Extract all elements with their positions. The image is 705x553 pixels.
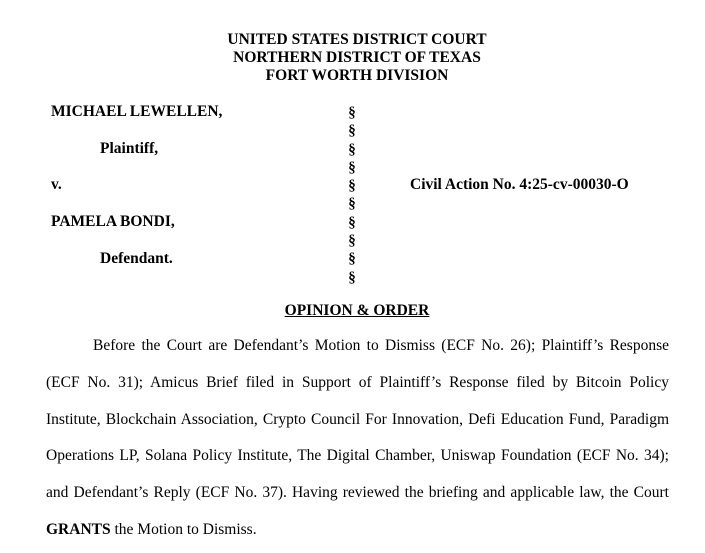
section-symbol: § <box>348 233 356 250</box>
section-symbol: § <box>348 141 356 158</box>
plaintiff-role: Plaintiff, <box>100 140 159 157</box>
body-line: and Defendant’s Reply (ECF No. 37). Having reviewed the briefing and applicable law, the Court <box>46 484 669 501</box>
section-symbol-column <box>344 104 360 287</box>
defendant-role: Defendant. <box>100 250 173 267</box>
body-line: (ECF No. 31); Amicus Brief filed in Support of Plaintiff’s Response filed by Bitcoin Policy <box>46 374 669 391</box>
plaintiff-name: MICHAEL LEWELLEN, <box>51 103 223 120</box>
body-line: Operations LP, Solana Policy Institute, The Digital Chamber, Uniswap Foundation (ECF No. 34); <box>46 447 669 464</box>
grants-keyword: GRANTS <box>46 521 111 538</box>
district-name: NORTHERN DISTRICT OF TEXAS <box>233 49 481 66</box>
section-symbol: § <box>348 269 356 286</box>
civil-action-number: Civil Action No. 4:25-cv-00030-O <box>410 176 629 193</box>
section-symbol: § <box>348 251 356 268</box>
section-symbol: § <box>348 105 356 121</box>
body-line: Institute, Blockchain Association, Crypto Council For Innovation, Defi Education Fund, Paradigm <box>46 411 669 428</box>
versus-label: v. <box>51 176 62 193</box>
order-title: OPINION & ORDER <box>284 302 430 319</box>
division-name: FORT WORTH DIVISION <box>265 67 449 84</box>
section-symbol: § <box>348 196 356 213</box>
section-symbol: § <box>348 178 356 195</box>
body-line <box>46 521 669 539</box>
section-symbol: § <box>348 214 356 231</box>
body-line: Before the Court are Defendant’s Motion to Dismiss (ECF No. 26); Plaintiff’s Response <box>93 337 669 354</box>
defendant-name: PAMELA BONDI, <box>51 213 175 230</box>
section-symbol: § <box>348 123 356 140</box>
court-name: UNITED STATES DISTRICT COURT <box>227 31 487 48</box>
body-line-rest: the Motion to Dismiss. <box>110 521 257 538</box>
section-symbol: § <box>348 159 356 176</box>
